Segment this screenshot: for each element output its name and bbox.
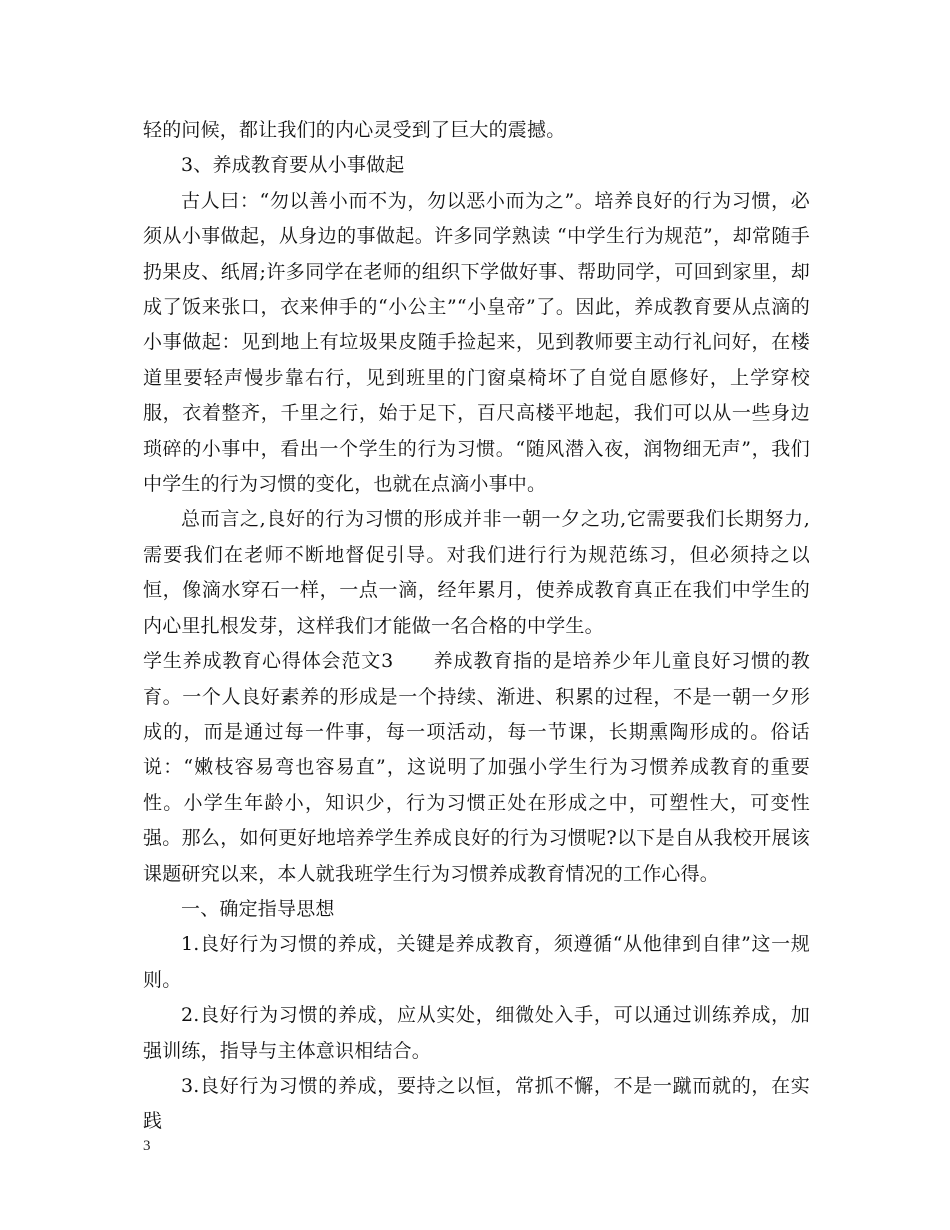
document-body — [143, 113, 810, 1140]
section-heading-guiding-ideas: 一、确定指导思想 — [181, 897, 335, 920]
paragraph-continuation: 轻的问候，都让我们的内心灵受到了巨大的震撼。 — [143, 119, 566, 141]
list-item-1: 1.良好行为习惯的养成，关键是养成教育，须遵循“从他律到自律”这一规则。 — [143, 933, 810, 991]
paragraph-conclusion: 总而言之,良好的行为习惯的形成并非一朝一夕之功,它需要我们长期努力,需要我们在老师不断地督促引导。对我们进行行为规范练习，但必须持之以恒，像滴水穿石一样，一点一滴，经年累月，使养成教育真正在我们中学生的内心里扎根发芽，这样我们才能做一名合格的中学生。 — [143, 508, 810, 637]
list-item-3: 3.良好行为习惯的养成，要持之以恒，常抓不懈，不是一蹴而就的，在实践 — [143, 1074, 810, 1133]
paragraph-essay-3-intro: 学生养成教育心得体会范文3 养成教育指的是培养少年儿童良好习惯的教育。一个人良好素养的形成是一个持续、渐进、积累的过程，不是一朝一夕形成的，而是通过每一件事，每一项活动，每一节课，长期熏陶形成的。俗话说：“嫩枝容易弯也容易直”，这说明了加强小学生行为习惯养成教育的重要性。小学生年龄小，知识少，行为习惯正处在形成之中，可塑性大，可变性强。那么，如何更好地培养学生养成良好的行为习惯呢?以下是自从我校开展该课题研究以来，本人就我班学生行为习惯养成教育情况的工作心得。 — [143, 650, 810, 885]
list-item-2: 2.良好行为习惯的养成，应从实处，细微处入手，可以通过训练养成，加强训练，指导与主体意识相结合。 — [143, 1004, 810, 1062]
section-heading-3: 3、养成教育要从小事做起 — [181, 154, 405, 177]
page-number: 3 — [143, 1138, 151, 1154]
paragraph-small-things: 古人曰：“勿以善小而不为，勿以恶小而为之”。培养良好的行为习惯，必须从小事做起，从身边的事做起。许多同学熟读 “中学生行为规范”，却常随手扔果皮、纸屑;许多同学在老师的组织下学做好事、帮助同学，可回到家里，却成了饭来张口，衣来伸手的“小公主”“小皇帝”了。因此，养成教育要从点滴的小事做起：见到地上有垃圾果皮随手捡起来，见到教师要主动行礼问好，在楼道里要轻声慢步靠右行，见到班里的门窗桌椅坏了自觉自愿修好，上学穿校服，衣着整齐，千里之行，始于足下，百尺高楼平地起，我们可以从一些身边琐碎的小事中，看出一个学生的行为习惯。“随风潜入夜，润物细无声”，我们中学生的行为习惯的变化，也就在点滴小事中。 — [143, 189, 810, 496]
